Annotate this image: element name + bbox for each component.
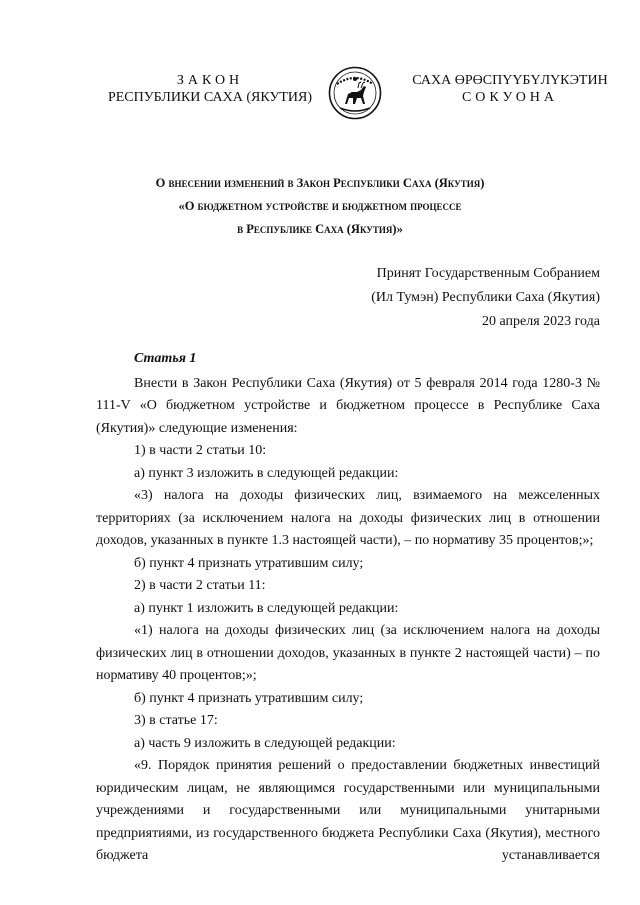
item-2b: б) пункт 4 признать утратившим силу; — [134, 690, 364, 706]
item-1a: а) пункт 3 изложить в следующей редакции: — [134, 465, 399, 481]
header-left-line2: РЕСПУБЛИКИ САХА (ЯКУТИЯ) — [107, 90, 313, 105]
title-line3: в Республике Саха (Якутия)» — [237, 222, 403, 236]
item-3a: а) часть 9 изложить в следующей редакции: — [134, 735, 396, 751]
article-heading: Статья 1 — [134, 351, 197, 366]
header-right-line1: САХА ӨРӨСПҮҮБҮЛҮКЭТИН — [412, 73, 608, 88]
title-line2: «О бюджетном устройстве и бюджетном процессе — [178, 199, 462, 213]
item-2a-text: «1) налога на доходы физических лиц (за исключением налога на доходы физических лиц в отношении доходов, указанных в пункте 2 настоящей части) – по нормативу 40 процентов;»; — [96, 623, 600, 683]
item-2: 2) в части 2 статьи 11: — [134, 578, 266, 593]
item-1b: б) пункт 4 признать утратившим силу; — [134, 555, 364, 571]
republic-emblem-icon — [328, 66, 382, 120]
item-3a-text: «9. Порядок принятия решений о предоставлении бюджетных инвестиций юридическим лицам, не являющимся государственными или муниципальными учреждениями и государственными или муниципальными унитарными предприятиями, из государственного бюджета Республики Саха (Якутия), местного бюджета устанавливается — [96, 758, 600, 863]
header-left-line1: ЗАКОН — [176, 73, 244, 88]
adopted-line2: (Ил Тумэн) Республики Саха (Якутия) — [371, 290, 600, 305]
header-left — [100, 72, 320, 106]
adoption-block — [300, 262, 600, 334]
header-right-line2: СОКУОНА — [461, 90, 559, 105]
adopted-date: 20 апреля 2023 года — [482, 314, 600, 329]
adopted-line1: Принят Государственным Собранием — [376, 266, 600, 281]
item-2a: а) пункт 1 изложить в следующей редакции: — [134, 600, 399, 616]
item-3: 3) в статье 17: — [134, 713, 218, 728]
title-line1: О внесении изменений в Закон Республики Саха (Якутия) — [155, 176, 485, 190]
document-title — [40, 172, 600, 241]
article-intro: Внести в Закон Республики Саха (Якутия) от 5 февраля 2014 года 1280-З № 111-V «О бюджетном устройстве и бюджетном процессе в Республике Саха (Якутия)» следующие изменения: — [96, 375, 600, 436]
header-right — [400, 72, 620, 106]
document-body — [96, 348, 600, 868]
item-1: 1) в части 2 статьи 10: — [134, 443, 267, 458]
item-1a-text: «3) налога на доходы физических лиц, взимаемого на межселенных территориях (за исключением налога на доходы физических лиц в отношении доходов, указанных в пункте 1.3 настоящей части), – по нормативу 35 процентов;»; — [96, 488, 600, 548]
